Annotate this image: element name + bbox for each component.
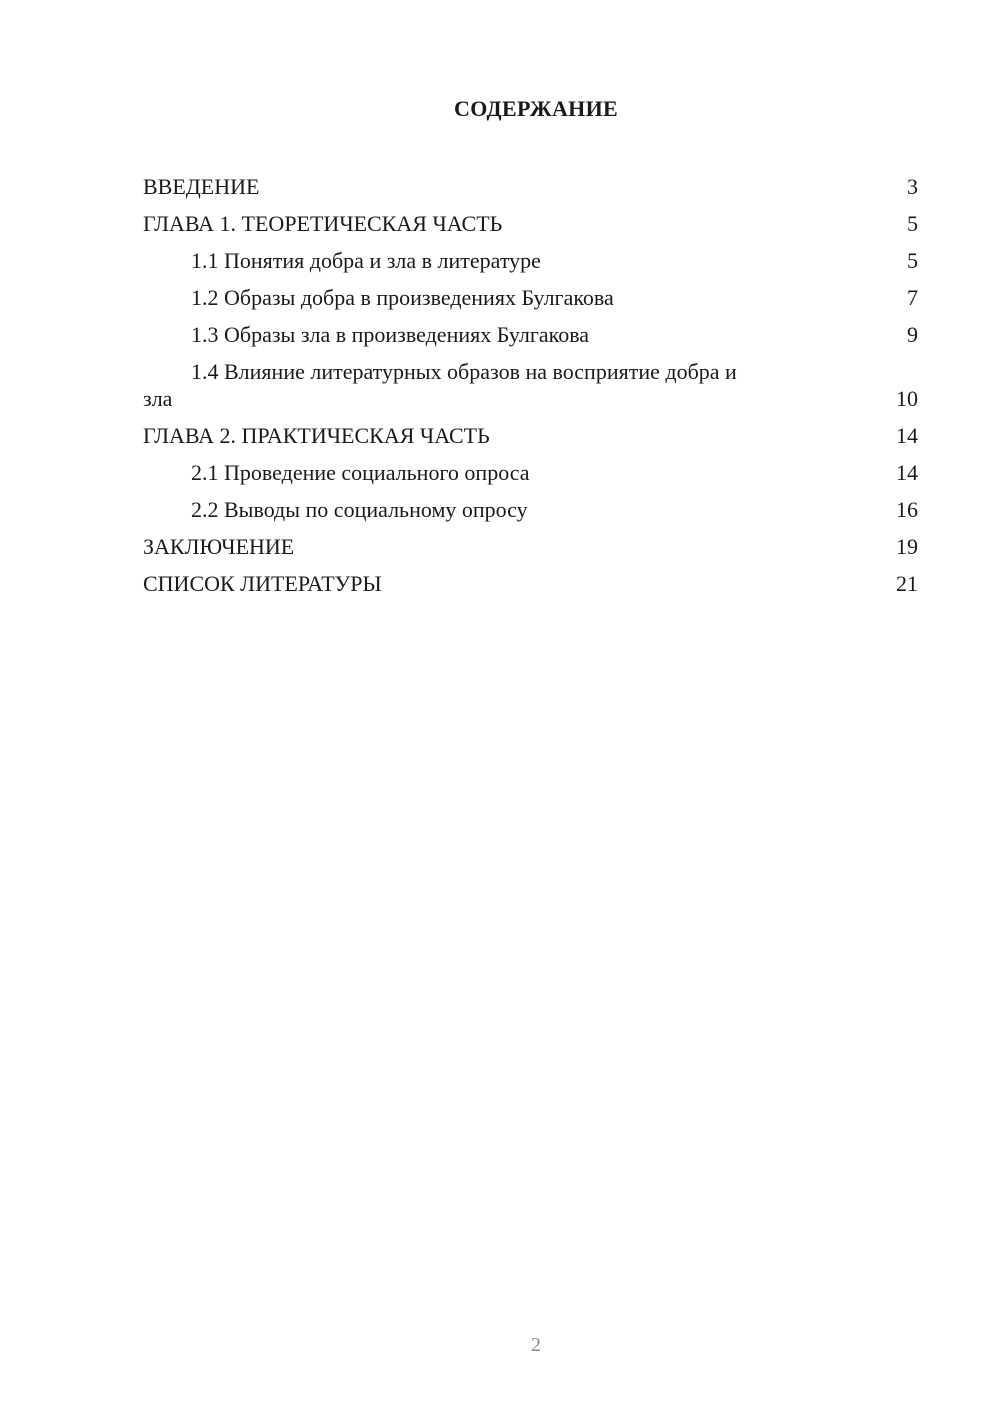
toc-entry-label: 2.2 Выводы по социальному опросу <box>191 497 528 522</box>
page-title: СОДЕРЖАНИЕ <box>454 96 618 121</box>
toc-entry-chapter-1[interactable] <box>143 205 918 242</box>
table-of-contents <box>143 168 918 602</box>
toc-entry-conclusion[interactable] <box>143 528 918 565</box>
toc-entry-page: 14 <box>896 460 918 485</box>
toc-entry-label: 1.3 Образы зла в произведениях Булгакова <box>191 322 590 347</box>
toc-entry-label: 1.2 Образы добра в произведениях Булгакова <box>191 285 614 310</box>
toc-entry-label: 1.1 Понятия добра и зла в литературе <box>191 248 541 273</box>
toc-entry-section-1-4[interactable] <box>143 353 918 417</box>
toc-entry-label: ГЛАВА 2. ПРАКТИЧЕСКАЯ ЧАСТЬ <box>143 423 490 448</box>
toc-entry-label <box>143 358 878 412</box>
toc-entry-section-1-3[interactable] <box>143 316 918 353</box>
toc-entry-introduction[interactable] <box>143 168 918 205</box>
toc-entry-label: ЗАКЛЮЧЕНИЕ <box>143 534 295 559</box>
page-number: 2 <box>531 1334 541 1356</box>
toc-entry-page: 16 <box>896 497 918 522</box>
toc-entry-page: 9 <box>907 322 918 347</box>
toc-entry-label: ГЛАВА 1. ТЕОРЕТИЧЕСКАЯ ЧАСТЬ <box>143 211 503 236</box>
toc-entry-label-line-2: зла <box>143 386 173 411</box>
toc-entry-label-line-1: 1.4 Влияние литературных образов на восприятие добра и <box>191 359 737 384</box>
toc-entry-label: СПИСОК ЛИТЕРАТУРЫ <box>143 571 382 596</box>
toc-entry-chapter-2[interactable] <box>143 417 918 454</box>
toc-entry-page: 5 <box>907 211 918 236</box>
toc-entry-page: 21 <box>896 571 918 596</box>
toc-entry-page: 5 <box>907 248 918 273</box>
toc-entry-page: 3 <box>907 174 918 199</box>
toc-entry-section-2-2[interactable] <box>143 491 918 528</box>
toc-entry-page: 14 <box>896 423 918 448</box>
toc-entry-section-1-1[interactable] <box>143 242 918 279</box>
toc-entry-page: 10 <box>896 386 918 411</box>
toc-entry-label: 2.1 Проведение социального опроса <box>191 460 530 485</box>
toc-entry-bibliography[interactable] <box>143 565 918 602</box>
toc-entry-page: 19 <box>896 534 918 559</box>
toc-entry-label: ВВЕДЕНИЕ <box>143 174 260 199</box>
toc-entry-page: 7 <box>907 285 918 310</box>
toc-entry-section-1-2[interactable] <box>143 279 918 316</box>
toc-entry-section-2-1[interactable] <box>143 454 918 491</box>
